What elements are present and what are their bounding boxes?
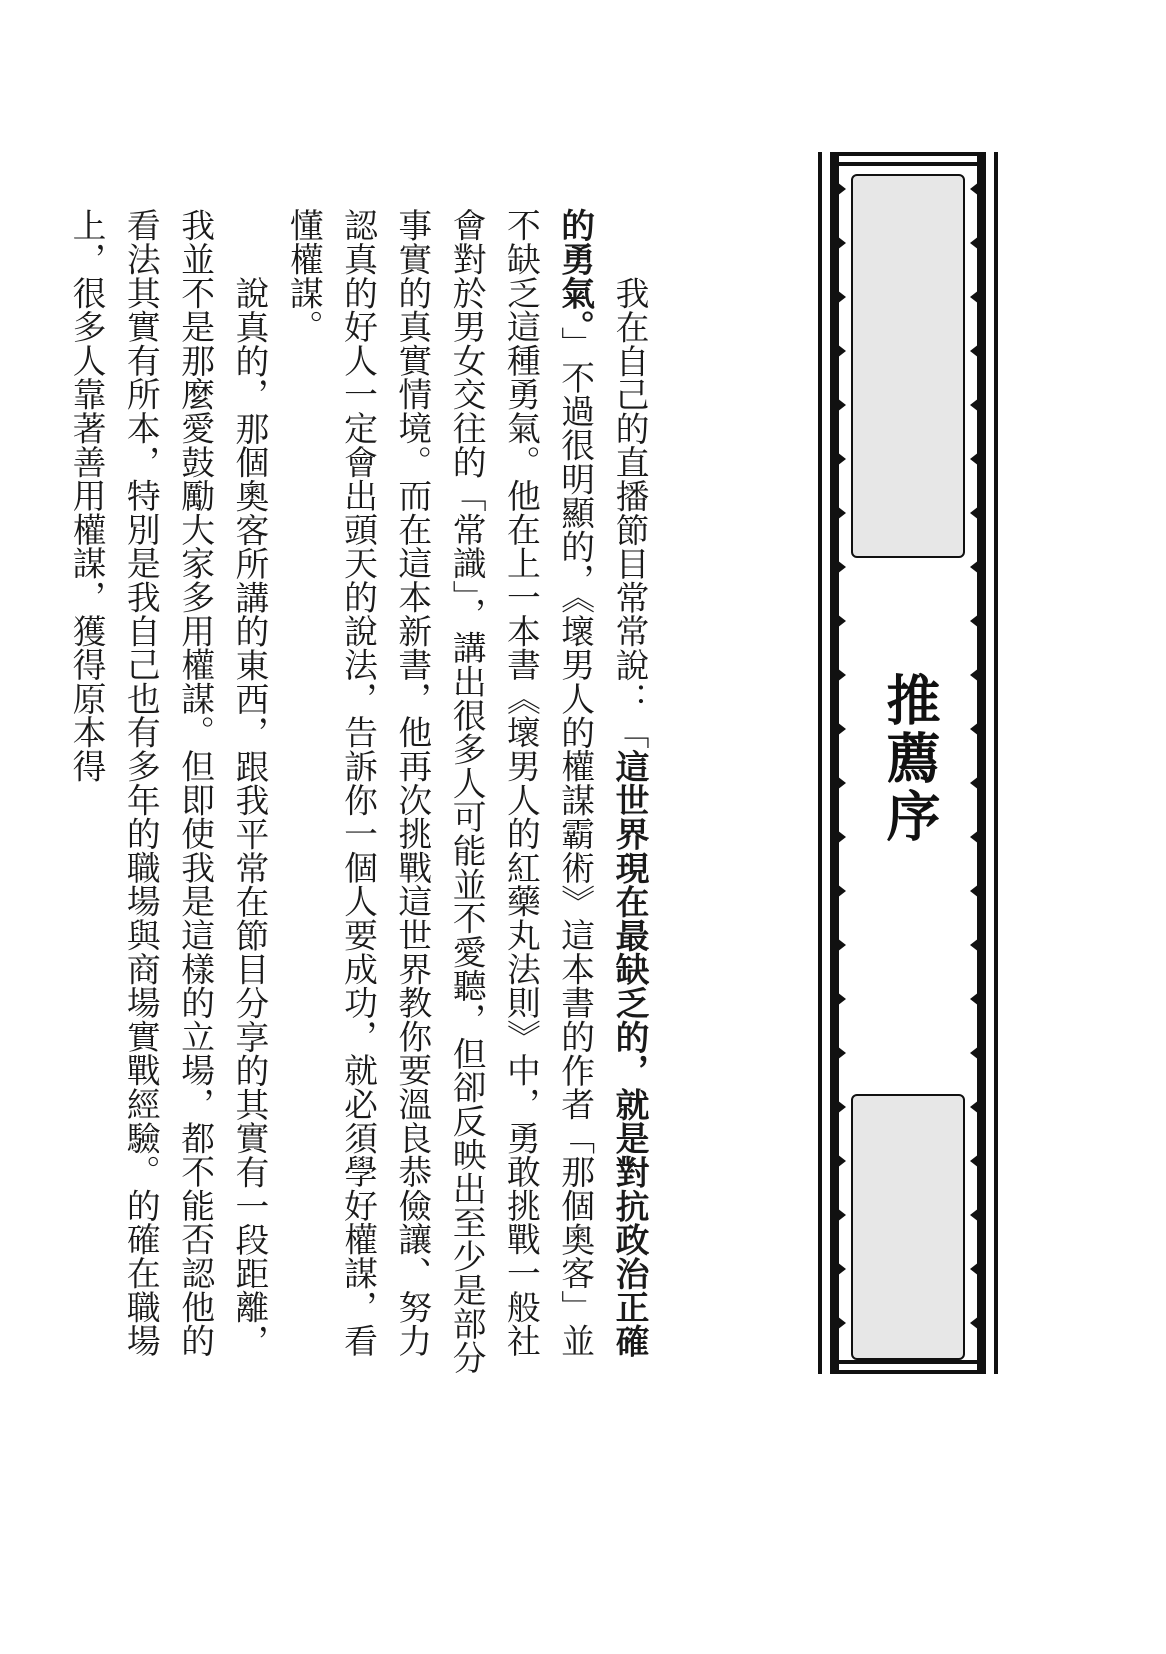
banner-notch (970, 776, 979, 790)
banner-rule (839, 1370, 977, 1374)
banner-notch (970, 236, 979, 250)
banner-notch (837, 1208, 846, 1222)
banner-notch (970, 452, 979, 466)
banner-notch (837, 938, 846, 952)
banner-notch (970, 506, 979, 520)
paragraph-1 (276, 208, 656, 1388)
banner-notch (970, 1316, 979, 1330)
banner-notch (837, 398, 846, 412)
banner-notch (970, 938, 979, 952)
banner-notch (970, 398, 979, 412)
banner-notch (970, 668, 979, 682)
banner-notch (970, 1154, 979, 1168)
banner-notch (837, 560, 846, 574)
banner-notch (970, 560, 979, 574)
banner-panel-bottom (851, 1094, 965, 1360)
banner-notch (837, 344, 846, 358)
banner-notch (970, 722, 979, 736)
banner-notch (970, 1046, 979, 1060)
banner-notch (970, 1100, 979, 1114)
banner-notch (970, 182, 979, 196)
banner-notch (837, 1046, 846, 1060)
banner-notch (837, 290, 846, 304)
paragraph-2: 說真的，那個奧客所講的東西，跟我平常在節目分享的其實有一段距離，我並不是那麼愛鼓勵大家多用權謀。但即使我是這樣的立場，都不能否認他的看法其實有所本，特別是我自己也有多年的職場與商場實戰經驗。的確在職場上，很多人靠著善用權謀，獲得原本得 (67, 208, 269, 1358)
banner-notch (837, 884, 846, 898)
banner-notch (837, 1262, 846, 1276)
banner-notch (837, 182, 846, 196)
banner-notch (837, 830, 846, 844)
banner-rule (839, 162, 977, 166)
banner-notch (970, 1208, 979, 1222)
banner-notch (837, 722, 846, 736)
banner-rule (839, 152, 977, 156)
banner-notch (837, 776, 846, 790)
paragraph-1-before: 我在自己的直播節目常常說：「 (610, 275, 649, 749)
banner-notch (837, 506, 846, 520)
banner-notch (970, 830, 979, 844)
banner-notch (970, 290, 979, 304)
banner-notch (837, 1100, 846, 1114)
banner-notch (970, 1262, 979, 1276)
banner-notch (837, 236, 846, 250)
banner-notch (837, 668, 846, 682)
banner-notch (837, 992, 846, 1006)
banner-panel-top (851, 174, 965, 558)
banner-notch (837, 452, 846, 466)
banner-notch (970, 884, 979, 898)
banner-notch (837, 614, 846, 628)
banner-notch (837, 1154, 846, 1168)
banner-notch (837, 1316, 846, 1330)
banner-notch (970, 614, 979, 628)
banner-rule (839, 1360, 977, 1364)
banner-notch (970, 992, 979, 1006)
body-text (59, 208, 656, 1388)
paragraph-1-after: 」不過很明顯的，《壞男人的權謀霸術》這本書的作者「那個奧客」並不缺乏這種勇氣。他在上一本書《壞男人的紅藥丸法則》中，勇敢挑戰一般社會對於男女交往的「常識」，講出很多人可能並不愛聽，但卻反映出至少是部分事實的真實情境。而在這本新書，他再次挑戰這世界教你要溫良恭儉讓、努力認真的好人一定會出頭天的說法，告訴你一個人要成功，就必須學好權謀，看懂權謀。 (284, 208, 595, 1375)
page-title: 推薦序 (878, 672, 942, 846)
banner-notch (970, 344, 979, 358)
paragraph-1-emphasis: 這世界現在最缺乏的，就是對抗政治正確的勇氣。 (555, 208, 649, 1358)
